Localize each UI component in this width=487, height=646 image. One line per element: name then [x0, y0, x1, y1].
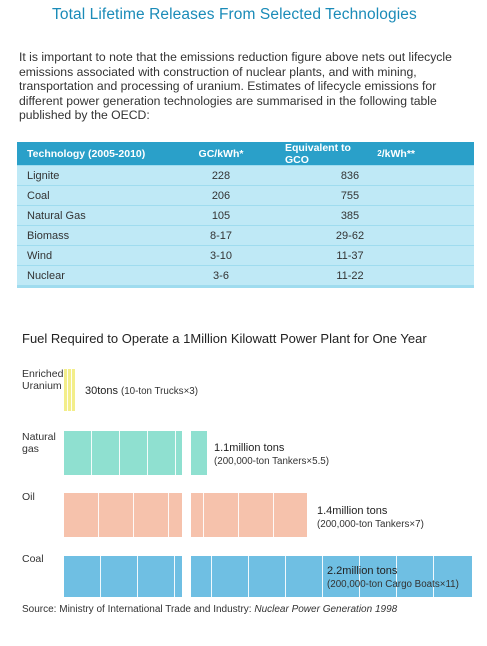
- header-technology: Technology (2005-2010): [27, 147, 146, 160]
- row-gc: 206: [211, 189, 231, 202]
- tanker-segment: [99, 493, 134, 537]
- table-row: [17, 206, 474, 225]
- tanker-segment: [239, 493, 274, 537]
- fuel-label-uranium: Enriched Uranium: [22, 368, 64, 392]
- uranium-bar: [64, 369, 75, 411]
- tanker-segment: [120, 431, 148, 475]
- tanker-segment: [204, 493, 239, 537]
- cargo-boat-segment: [286, 556, 323, 597]
- source-publication: Nuclear Power Generation 1998: [254, 604, 398, 615]
- coal-bar: [64, 556, 472, 597]
- header-equiv-suffix: /kWh**: [381, 147, 415, 160]
- fuel-section-title: Fuel Required to Operate a 1Million Kilowatt Power Plant for One Year: [22, 331, 427, 346]
- row-gc: 228: [211, 169, 231, 182]
- tanker-segment: [64, 493, 99, 537]
- row-co2: 755: [340, 189, 360, 202]
- natural-gas-value: [214, 442, 329, 468]
- cargo-boat-segment: [138, 556, 175, 597]
- row-tech: Natural Gas: [27, 209, 86, 222]
- fuel-label-oil: Oil: [22, 491, 35, 503]
- scale-break-mark: [182, 553, 191, 600]
- cargo-boat-segment: [212, 556, 249, 597]
- row-gc: 3-10: [209, 249, 233, 262]
- table-row: [17, 186, 474, 205]
- header-gc: GC/kWh*: [198, 147, 244, 160]
- row-tech: Nuclear: [27, 269, 65, 282]
- header-equivalent: [285, 142, 415, 165]
- tanker-segment: [176, 431, 207, 475]
- row-co2: 11-22: [336, 269, 364, 282]
- tanker-segment: [92, 431, 120, 475]
- source-prefix: Source: Ministry of International Trade and Industry:: [22, 604, 255, 615]
- row-co2: 11-37: [336, 249, 364, 262]
- fuel-label-natural-gas: Natural gas: [22, 431, 56, 455]
- table-row: [17, 266, 474, 285]
- tanker-segment: [274, 493, 307, 537]
- header-equiv-prefix: Equivalent to GCO: [285, 141, 351, 166]
- scale-break-mark: [182, 428, 191, 478]
- tanker-segment: [64, 431, 92, 475]
- oil-bar: [64, 493, 307, 537]
- natural-gas-amount: 1.1million tons: [214, 442, 285, 454]
- row-gc: 3-6: [213, 269, 229, 282]
- intro-paragraph: It is important to note that the emissions reduction figure above nets out lifecycle emissions associated with construction of nuclear plants, and with mining, transportation and processing of uranium. Estimates of lifecycle emissions for different power generation technologies are summarised in the following table published by the OECD:: [19, 50, 452, 123]
- uranium-truck-segment: [72, 369, 75, 411]
- natural-gas-bar: [64, 431, 207, 475]
- row-gc: 105: [211, 209, 231, 222]
- cargo-boat-segment: [101, 556, 138, 597]
- table-row: [17, 226, 474, 245]
- oil-value: [317, 505, 424, 531]
- row-tech: Wind: [27, 249, 53, 262]
- fuel-label-coal: Coal: [22, 553, 44, 565]
- tanker-segment: [134, 493, 169, 537]
- uranium-amount: 30tons: [85, 385, 119, 397]
- row-co2: 29-62: [335, 229, 365, 242]
- oil-amount: 1.4million tons: [317, 505, 388, 517]
- cargo-boat-segment: [249, 556, 286, 597]
- source-citation: [22, 604, 462, 615]
- row-tech: Coal: [27, 189, 50, 202]
- coal-detail: (200,000-ton Cargo Boats×11): [327, 579, 459, 590]
- row-gc: 8-17: [209, 229, 233, 242]
- emissions-table: [17, 142, 474, 288]
- table-header: [17, 142, 474, 165]
- cargo-boat-segment: [64, 556, 101, 597]
- uranium-detail: (10-ton Trucks×3): [120, 386, 198, 397]
- uranium-value: [85, 385, 198, 398]
- row-tech: Lignite: [27, 169, 60, 182]
- oil-detail: (200,000-ton Tankers×7): [317, 519, 424, 530]
- coal-value: [327, 565, 459, 591]
- coal-amount: 2.2million tons: [327, 565, 398, 577]
- natural-gas-detail: (200,000-ton Tankers×5.5): [214, 456, 330, 467]
- tanker-segment: [148, 431, 176, 475]
- table-row: [17, 246, 474, 265]
- page-title: Total Lifetime Releases From Selected Technologies: [52, 6, 417, 23]
- row-tech: Biomass: [27, 229, 70, 242]
- table-row: [17, 166, 474, 185]
- row-co2: 836: [340, 169, 360, 182]
- scale-break-mark: [182, 490, 191, 540]
- cargo-boat-segment: [175, 556, 212, 597]
- row-co2: 385: [340, 209, 360, 222]
- header-equiv-sub: 2: [377, 149, 382, 158]
